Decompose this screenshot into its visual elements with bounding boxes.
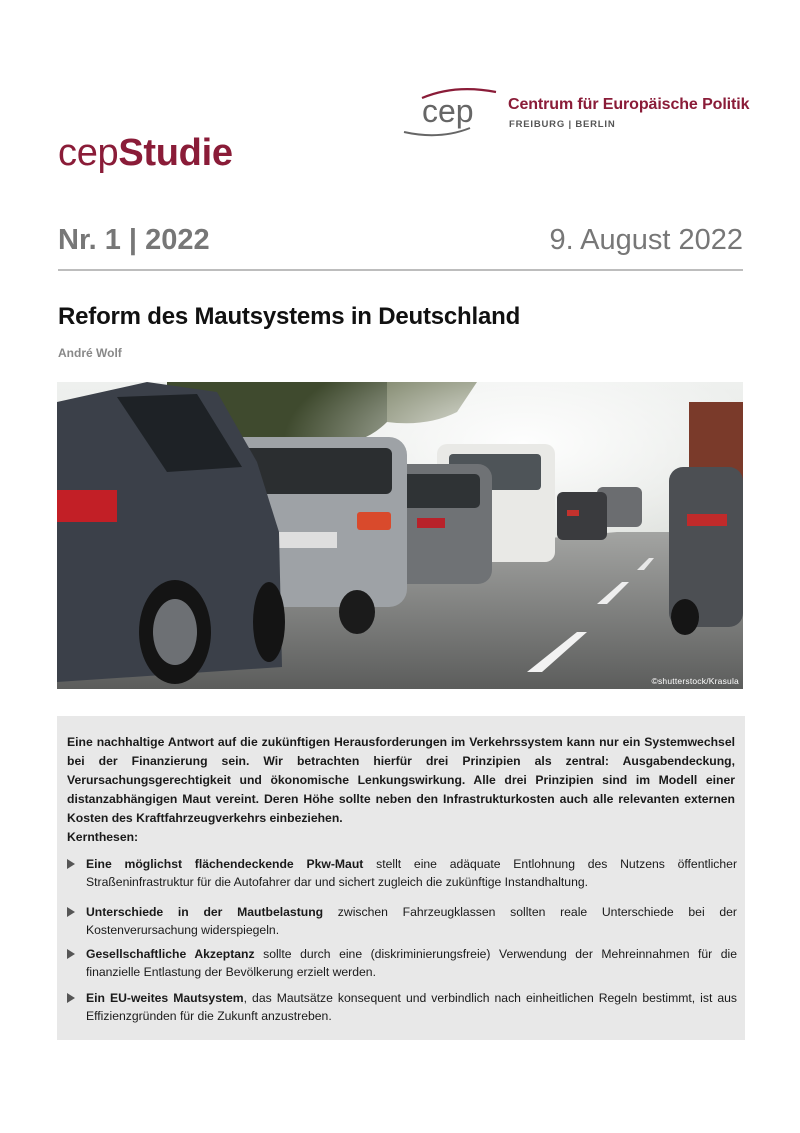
publication-date: 9. August 2022 xyxy=(549,224,743,256)
thesis-text: stellt eine adäquate Entlohnung des Nutzens öffentlicher Straßeninfrastruktur für die Autofahrer dar und sichert zugleich die zukünftige Instandhaltung. xyxy=(86,857,737,889)
article-author: André Wolf xyxy=(58,346,122,360)
series-name: Studie xyxy=(118,132,233,174)
series-title xyxy=(58,132,233,175)
article-title: Reform des Mautsystems in Deutschland xyxy=(58,303,521,330)
summary-box xyxy=(57,716,745,1040)
thesis-text: , das Mautsätze konsequent und verbindlich nach einheitlichen Regeln bestimmt, ist aus Effizienzgründen für die Zukunft anzustreben. xyxy=(86,991,737,1023)
thesis-item xyxy=(67,855,737,891)
traffic-jam-image xyxy=(57,382,743,689)
thesis-bold: Eine möglichst flächendeckende Pkw-Maut xyxy=(86,857,364,871)
image-credit: ©shutterstock/Krasula xyxy=(651,676,739,686)
header-divider xyxy=(58,269,743,271)
cover-image xyxy=(57,382,743,689)
kernthesen-heading: Kernthesen: xyxy=(67,830,139,844)
abstract-text: Eine nachhaltige Antwort auf die zukünftigen Herausforderungen im Verkehrssystem kann nur ein Systemwechsel bei der Finanzierung sein. Wir betrachten hierfür drei Prinzipien als zentral: Ausgabendeckung, Verursachungsgerechtigkeit und ökonomische Lenkungswirkung. Alle drei Prinzipien sind im Modell einer distanzabhängigen Maut vereint. Deren Höhe sollte neben den Infrastrukturkosten auch alle relevanten externen Kosten des Kraftfahrzeugverkehrs einbeziehen. xyxy=(67,735,735,825)
logo-mark-text: cep xyxy=(422,93,474,129)
thesis-bold: Unterschiede in der Mautbelastung xyxy=(86,905,324,919)
bullet-arrow-icon xyxy=(67,993,75,1003)
thesis-item xyxy=(67,989,737,1025)
bullet-arrow-icon xyxy=(67,949,75,959)
cep-logo xyxy=(400,84,750,140)
thesis-bold: Gesellschaftliche Akzeptanz xyxy=(86,947,255,961)
series-prefix: cep xyxy=(58,132,119,174)
thesis-item xyxy=(67,903,737,939)
thesis-text: sollte durch eine (diskriminierungsfreie) Verwendung der Mehreinnahmen für die finanzielle Entlastung der Bevölkerung erzielt werden. xyxy=(86,947,737,979)
org-name: Centrum für Europäische Politik xyxy=(508,96,750,113)
cep-logo-mark xyxy=(400,84,500,140)
thesis-bold: Ein EU-weites Mautsystem xyxy=(86,991,244,1005)
thesis-item xyxy=(67,945,737,981)
issue-number: Nr. 1 | 2022 xyxy=(58,224,210,256)
org-cities: FREIBURG | BERLIN xyxy=(509,119,616,130)
thesis-text: zwischen Fahrzeugklassen sollten reale Unterschiede bei der Kostenverursachung widerspiegeln. xyxy=(86,905,737,937)
bullet-arrow-icon xyxy=(67,859,75,869)
bullet-arrow-icon xyxy=(67,907,75,917)
